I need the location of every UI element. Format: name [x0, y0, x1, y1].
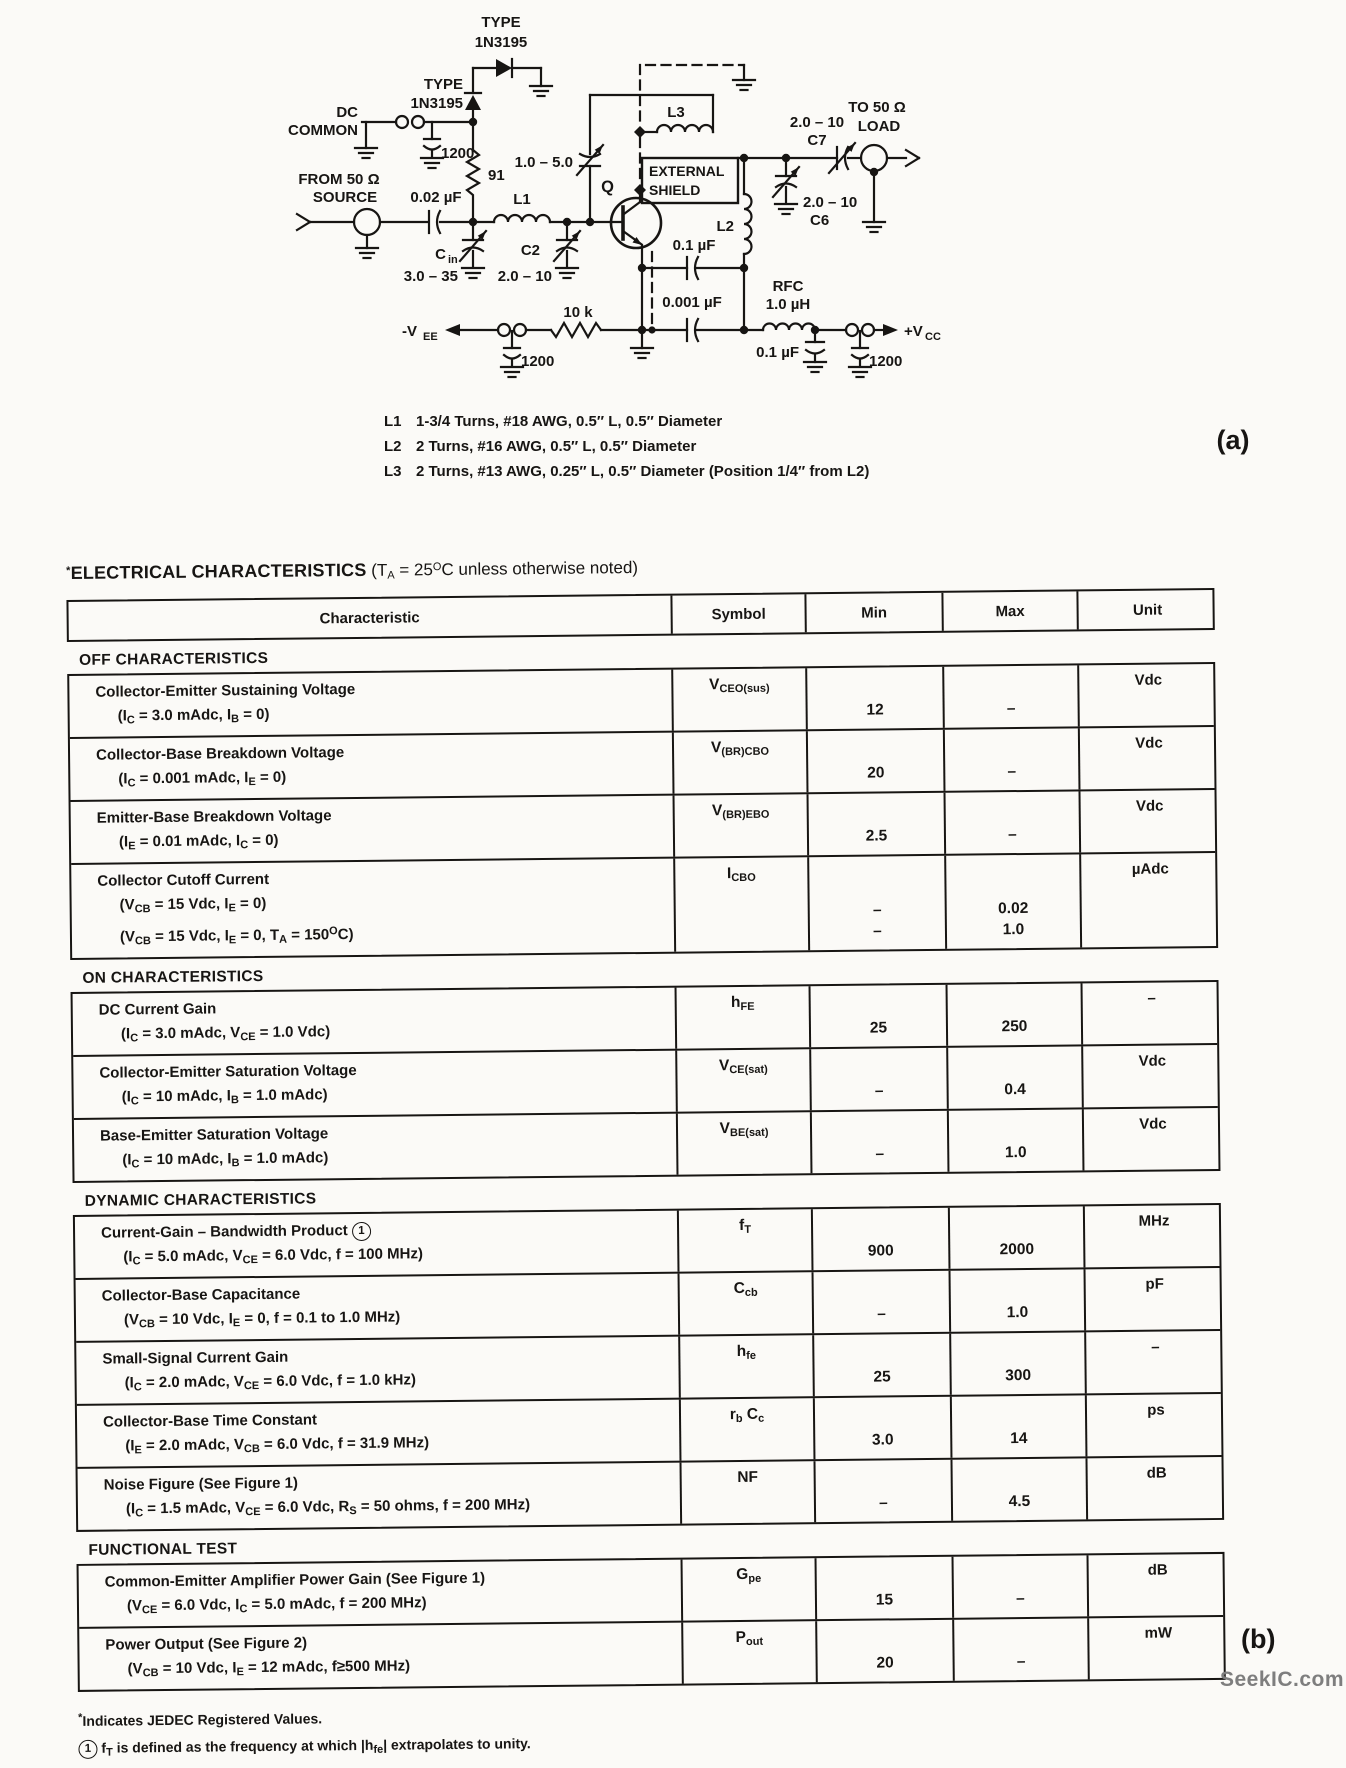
- table-row: [75, 1205, 1220, 1278]
- row-max: 1.0: [947, 1109, 1083, 1171]
- cap-0001-label: 0.001 µF: [662, 294, 722, 311]
- coil-note-l2-id: L2: [384, 438, 402, 455]
- row-unit: pF: [1084, 1268, 1225, 1330]
- electrical-characteristics: [0, 545, 1346, 1768]
- coil-note-l1-id: L1: [384, 413, 402, 430]
- diode-left-pn-label: 1N3195: [410, 95, 463, 112]
- c6-range-label: 2.0 – 10: [803, 194, 858, 211]
- table-row: [73, 1043, 1218, 1118]
- rfc-label: RFC: [772, 278, 804, 295]
- cap-01-bot-label: 0.1 µF: [756, 344, 799, 361]
- rfc-value-label: 1.0 µH: [765, 296, 811, 313]
- row-min: 900: [811, 1208, 949, 1270]
- table-header-row: [66, 588, 1214, 642]
- footnote-jedec: *Indicates JEDEC Registered Values.: [78, 1710, 323, 1729]
- row-condition: ($I_C = 1.5$ mAdc, $V_{CE} = 6.0$ Vdc, $R_S = 50$ ohms, f = 200 MHz): [125, 1496, 531, 1520]
- row-characteristic: Collector Cutoff Current: [97, 870, 270, 890]
- row-max: –: [952, 1618, 1088, 1680]
- external-shield-label2: SHIELD: [649, 182, 701, 198]
- amplifier-schematic: [0, 0, 1346, 505]
- row-symbol: $h_{FE}$: [675, 986, 810, 1048]
- row-condition: ($I_C = 3.0$ mAdc, $V_{CE} = 1.0$ Vdc): [120, 1023, 331, 1045]
- figure-b-marker: (b): [1241, 1624, 1276, 1654]
- row-max: 2000: [948, 1206, 1084, 1268]
- inductor-rfc: [763, 324, 815, 330]
- feedthrough-cap-1200-right: [849, 331, 871, 377]
- row-symbol: NF: [680, 1461, 815, 1523]
- row-min: 25: [812, 1334, 950, 1396]
- row-condition: ($V_{CB} = 15$ Vdc, $I_E = 0$): [119, 894, 267, 916]
- table-row: [76, 1329, 1221, 1404]
- row-max: 300: [949, 1332, 1085, 1394]
- row-max: –: [944, 791, 1080, 853]
- resistor-10k-label: 10 k: [563, 304, 593, 321]
- row-min: 20: [806, 730, 944, 792]
- row-max: 1.0: [949, 1269, 1085, 1331]
- resistor-10k: [551, 323, 601, 337]
- row-condition: ($I_C = 3.0$ mAdc, $I_B = 0$): [117, 705, 270, 727]
- row-min: –: [812, 1271, 950, 1333]
- row-symbol: $V_{(BR)EBO}$: [673, 794, 808, 856]
- col-header-max: Max: [941, 591, 1076, 630]
- row-symbol: $I_{CBO}$: [673, 857, 808, 951]
- row-max: –: [943, 728, 1079, 790]
- diode-1n3195-left: [465, 95, 481, 110]
- table-row: [77, 1392, 1222, 1467]
- section-title-on: ON CHARACTERISTICS: [82, 967, 264, 987]
- row-unit: ps: [1085, 1394, 1226, 1456]
- row-unit: mW: [1087, 1617, 1228, 1679]
- vee-sub-label: EE: [423, 331, 438, 343]
- row-symbol: $C_{cb}$: [678, 1272, 813, 1334]
- capacitor-cin-variable: [460, 222, 486, 278]
- table-row: [76, 1266, 1221, 1341]
- section-title-dynamic: DYNAMIC CHARACTERISTICS: [84, 1190, 317, 1210]
- row-unit: Vdc: [1081, 1045, 1222, 1107]
- vee-label: -V: [402, 323, 417, 340]
- row-unit: MHz: [1083, 1205, 1224, 1267]
- row-min: –: [809, 1048, 947, 1110]
- c7-label: C7: [807, 132, 827, 149]
- row-characteristic: Small-Signal Current Gain: [102, 1348, 289, 1368]
- row-symbol: $V_{BE(sat)}$: [676, 1112, 811, 1174]
- table-row: [79, 1554, 1224, 1627]
- c2-range-label: 2.0 – 10: [497, 268, 552, 285]
- row-symbol: $P_{out}$: [681, 1621, 816, 1683]
- feedthrough-cap-1200-left: [501, 331, 523, 377]
- row-characteristic: Collector-Base Time Constant: [102, 1411, 318, 1431]
- row-condition: ($V_{CB} = 15$ Vdc, $I_E = 0$, $T_A = 150^OC$): [119, 925, 354, 948]
- c6-label: C6: [810, 212, 830, 229]
- row-symbol: $r_b$ $C_c$: [679, 1398, 814, 1460]
- cap-01-top-label: 0.1 µF: [672, 237, 716, 254]
- row-characteristic: DC Current Gain: [98, 1000, 217, 1019]
- seekic-watermark: SeekIC.com: [1220, 1668, 1345, 1691]
- row-characteristic: Current-Gain – Bandwidth Product 1: [101, 1218, 671, 1244]
- row-unit: Vdc: [1078, 727, 1219, 789]
- row-condition: ($I_C = 10$ mAdc, $I_B = 1.0$ mAdc): [121, 1086, 328, 1108]
- row-symbol: $V_{(BR)CBO}$: [672, 731, 807, 793]
- col-header-min: Min: [804, 593, 941, 632]
- from-source-label: FROM 50 Ω: [298, 171, 380, 188]
- footnotes: [78, 1692, 1346, 1767]
- coil-note-l1: 1-3/4 Turns, #18 AWG, 0.5″ L, 0.5″ Diameter: [416, 413, 723, 430]
- row-max: 250: [946, 983, 1082, 1045]
- row-unit: –: [1084, 1331, 1225, 1393]
- row-min: –: [810, 1111, 948, 1173]
- diode-top-pn-label: 1N3195: [474, 34, 528, 51]
- capacitor-c2-variable: [554, 222, 580, 278]
- diode-left-type-label: TYPE: [423, 76, 463, 93]
- row-characteristic: Collector-Emitter Sustaining Voltage: [95, 680, 356, 701]
- row-condition: ($I_E = 2.0$ mAdc, $V_{CB} = 6.0$ Vdc, f = 31.9 MHz): [125, 1434, 430, 1457]
- c2-label: C2: [520, 242, 540, 259]
- table-row: [69, 664, 1214, 737]
- row-characteristic: Common-Emitter Amplifier Power Gain (See Figure 1): [104, 1569, 486, 1591]
- coil-note-l3-id: L3: [384, 463, 402, 480]
- external-shield-label: EXTERNAL: [649, 163, 725, 179]
- row-unit: µAdc: [1079, 853, 1220, 947]
- row-characteristic: Collector-Base Breakdown Voltage: [95, 744, 345, 764]
- c7-range-label: 2.0 – 10: [789, 114, 845, 131]
- section-title-off: OFF CHARACTERISTICS: [78, 649, 269, 669]
- row-symbol: $V_{CE(sat)}$: [675, 1049, 810, 1111]
- row-condition: ($V_{CB} = 10$ Vdc, $I_E = 0$, f = 0.1 to 1.0 MHz): [123, 1308, 401, 1331]
- l1-label: L1: [513, 191, 531, 208]
- diode-1n3195-top: [496, 59, 512, 77]
- section-dynamic-characteristics: [73, 1203, 1224, 1532]
- row-symbol: $G_{pe}$: [681, 1558, 816, 1620]
- to-load-label2: LOAD: [857, 118, 901, 135]
- row-condition: ($V_{CB} = 10$ Vdc, $I_E = 12$ mAdc, f≥500 MHz): [127, 1657, 411, 1680]
- feedthrough-cap-1200-top: [421, 122, 443, 168]
- figure-a-marker: (a): [1216, 425, 1250, 455]
- resistor-91: [467, 122, 479, 222]
- section-on-characteristics: [71, 980, 1221, 1183]
- feedthrough-1200-left-label: 1200: [521, 353, 555, 370]
- row-condition: ($I_C = 5.0$ mAdc, $V_{CE} = 6.0$ Vdc, f = 100 MHz): [123, 1245, 424, 1268]
- cin-sub-label: in: [448, 254, 458, 266]
- table-row: [71, 788, 1216, 863]
- table-row: [78, 1455, 1223, 1530]
- row-unit: Vdc: [1082, 1108, 1223, 1170]
- capacitor-c6-variable: [773, 158, 799, 214]
- row-max: –: [952, 1555, 1088, 1617]
- row-unit: dB: [1085, 1457, 1226, 1519]
- input-source: [297, 171, 428, 258]
- l2-label: L2: [716, 218, 734, 235]
- section-functional-test: [77, 1552, 1226, 1692]
- row-condition: ($V_{CE} = 6.0$ Vdc, $I_C = 5.0$ mAdc, f = 200 MHz): [126, 1594, 427, 1617]
- row-characteristic: Collector-Base Capacitance: [101, 1285, 301, 1305]
- section-off-characteristics: [67, 662, 1218, 960]
- inductor-l3: [657, 125, 713, 132]
- row-min: 2.5: [807, 793, 945, 855]
- row-characteristic: Emitter-Base Breakdown Voltage: [96, 807, 332, 827]
- resistor-91-label: 91: [488, 167, 505, 184]
- row-min: 25: [809, 985, 947, 1047]
- tune-cap-range-label: 1.0 – 5.0: [514, 154, 573, 171]
- table-row: [79, 1615, 1224, 1690]
- row-symbol: $V_{CEO(sus)}$: [671, 668, 806, 730]
- section-title-functional: FUNCTIONAL TEST: [88, 1540, 238, 1559]
- row-max: 4.5: [950, 1458, 1086, 1520]
- table-row: [70, 725, 1215, 800]
- row-unit: dB: [1087, 1554, 1228, 1616]
- row-symbol: $h_{fe}$: [678, 1335, 813, 1397]
- row-unit: Vdc: [1078, 790, 1219, 852]
- cin-range-label: 3.0 – 35: [403, 268, 458, 285]
- col-header-unit: Unit: [1076, 590, 1216, 629]
- inductor-l2: [744, 194, 752, 254]
- feedthrough-1200-top-label: 1200: [441, 145, 475, 162]
- characteristics-table: [66, 588, 1225, 1692]
- table-row: [73, 982, 1218, 1055]
- col-header-symbol: Symbol: [670, 594, 804, 633]
- row-min: 15: [815, 1557, 953, 1619]
- diode-top-type-label: TYPE: [481, 14, 521, 31]
- row-characteristic: Base-Emitter Saturation Voltage: [99, 1125, 329, 1145]
- coil-note-l2: 2 Turns, #16 AWG, 0.5″ L, 0.5″ Diameter: [416, 438, 697, 455]
- row-condition: ($I_E = 0.01$ mAdc, $I_C = 0$): [118, 831, 279, 853]
- to-load-label: TO 50 Ω: [848, 99, 906, 116]
- footnote-ft: 1 $f_T$ is defined as the frequency at which $|h_{fe}|$ extrapolates to unity.: [78, 1722, 1346, 1767]
- table-title: *ELECTRICAL CHARACTERISTICS ($T_A = 25^OC$ unless otherwise noted): [66, 558, 639, 583]
- row-symbol: $f_T$: [677, 1209, 812, 1271]
- row-characteristic: Power Output (See Figure 2): [105, 1634, 308, 1654]
- from-source-label2: SOURCE: [312, 189, 378, 206]
- coil-notes: [384, 413, 869, 480]
- q-label: Q: [601, 178, 614, 196]
- capacitor-002uf: [429, 211, 440, 233]
- row-characteristic: Noise Figure (See Figure 1): [103, 1474, 299, 1494]
- col-header-characteristic: Characteristic: [319, 608, 420, 627]
- table-row: [74, 1106, 1219, 1181]
- row-condition: ($I_C = 0.001$ mAdc, $I_E = 0$): [118, 768, 287, 790]
- row-max: 0.4: [946, 1046, 1082, 1108]
- row-unit: –: [1081, 982, 1222, 1044]
- table-row: [71, 851, 1216, 958]
- row-characteristic: Collector-Emitter Saturation Voltage: [99, 1061, 357, 1082]
- cin-label: C: [435, 246, 446, 263]
- bias-line: [402, 278, 941, 377]
- row-min: 12: [805, 667, 943, 729]
- dc-common-label2: COMMON: [288, 122, 358, 139]
- row-min: –: [813, 1460, 951, 1522]
- l3-label: L3: [667, 104, 685, 121]
- coil-note-l3: 2 Turns, #13 AWG, 0.25″ L, 0.5″ Diameter (Position 1/4″ from L2): [416, 463, 870, 480]
- row-max: 0.02 1.0: [944, 854, 1080, 948]
- vcc-label: +V: [904, 323, 923, 340]
- row-unit: Vdc: [1077, 664, 1218, 726]
- dc-common-label: DC: [336, 104, 358, 121]
- inductor-l1: [494, 215, 550, 222]
- feedthrough-1200-right-label: 1200: [869, 353, 903, 370]
- row-min: 3.0: [813, 1397, 951, 1459]
- vcc-sub-label: CC: [925, 331, 941, 343]
- cap-002-label: 0.02 µF: [410, 189, 462, 206]
- row-condition: ($I_C = 10$ mAdc, $I_B = 1.0$ mAdc): [122, 1149, 329, 1171]
- row-condition: ($I_C = 2.0$ mAdc, $V_{CE} = 6.0$ Vdc, f = 1.0 kHz): [124, 1371, 417, 1394]
- row-max: –: [942, 665, 1078, 727]
- row-max: 14: [950, 1395, 1086, 1457]
- row-min: 20: [815, 1620, 953, 1682]
- row-min: – –: [807, 856, 945, 950]
